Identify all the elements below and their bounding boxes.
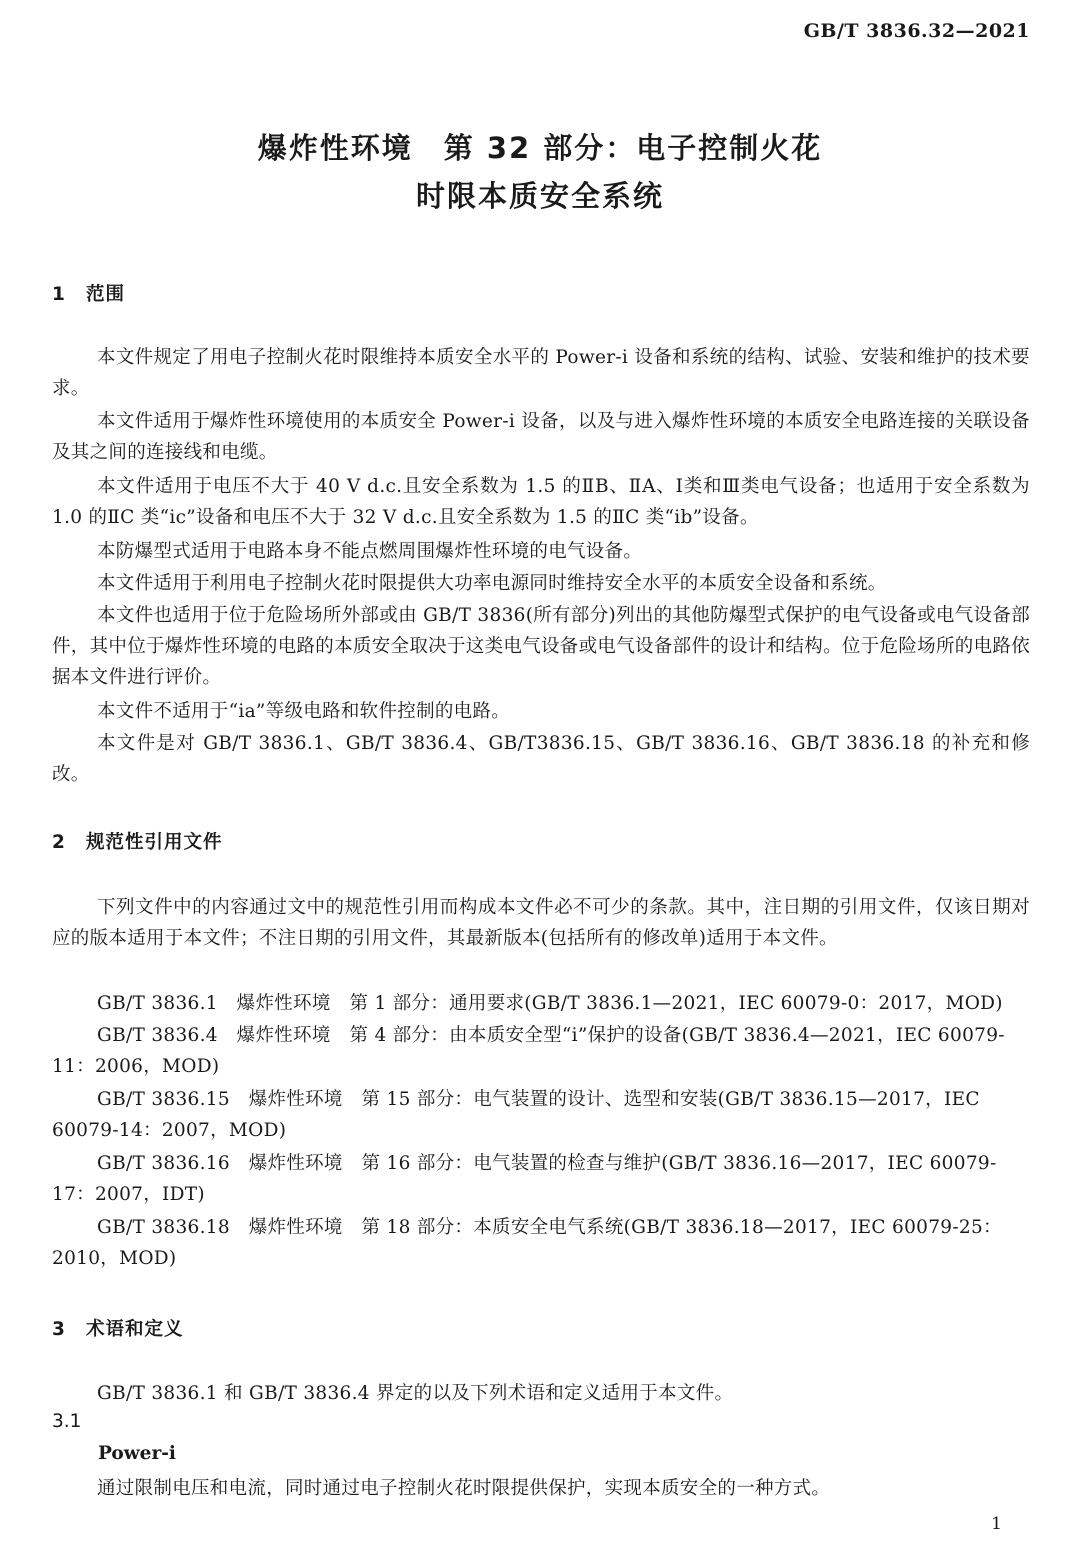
section-2-heading [52, 828, 223, 854]
section-number: 2 [52, 832, 66, 853]
section-3-heading [52, 1315, 184, 1341]
title-line-1: 爆炸性环境 第 32 部分：电子控制火花 [257, 131, 823, 165]
paragraph: GB/T 3836.1 和 GB/T 3836.4 界定的以及下列术语和定义适用于本文件。 [97, 1383, 734, 1404]
paragraph: 本文件也适用于位于危险场所外部或由 GB/T 3836(所有部分)列出的其他防爆型式保护的电气设备或电气设备部件，其中位于爆炸性环境的电路的本质安全取决于这类电气设备或电气设备部件的设计和结构。位于危险场所的电路依据本文件进行评价。 [52, 605, 1030, 688]
paragraph: 本文件规定了用电子控制火花时限维持本质安全水平的 Power-i 设备和系统的结构、试验、安装和维护的技术要求。 [52, 347, 1030, 399]
paragraph: 本文件适用于爆炸性环境使用的本质安全 Power-i 设备，以及与进入爆炸性环境的本质安全电路连接的关联设备及其之间的连接线和电缆。 [52, 411, 1030, 463]
standard-number: GB/T 3836.32—2021 [803, 20, 1030, 42]
section-number: 1 [52, 284, 66, 305]
document-title [0, 124, 1080, 220]
reference-item: GB/T 3836.16 爆炸性环境 第 16 部分：电气装置的检查与维护(GB/T 3836.16—2017，IEC 60079-17：2007，IDT) [52, 1153, 997, 1205]
section-title: 术语和定义 [86, 1319, 184, 1340]
section-title: 规范性引用文件 [86, 832, 223, 853]
paragraph: 本文件适用于利用电子控制火花时限提供大功率电源同时维持安全水平的本质安全设备和系统。 [97, 573, 887, 594]
section-1-heading [52, 280, 125, 306]
reference-item: GB/T 3836.4 爆炸性环境 第 4 部分：由本质安全型“i”保护的设备(GB/T 3836.4—2021，IEC 60079-11：2006，MOD) [52, 1025, 1005, 1077]
paragraph: 本文件适用于电压不大于 40 V d.c.且安全系数为 1.5 的ⅡB、ⅡA、Ⅰ类和Ⅲ类电气设备；也适用于安全系数为 1.0 的ⅡC 类“ic”设备和电压不大于 32 V d.c.且安全系数为 1.5 的ⅡC 类“ib”设备。 [52, 476, 1030, 528]
reference-item: GB/T 3836.1 爆炸性环境 第 1 部分：通用要求(GB/T 3836.1—2021，IEC 60079-0：2017，MOD) [97, 993, 1003, 1014]
paragraph: 本防爆型式适用于电路本身不能点燃周围爆炸性环境的电气设备。 [97, 541, 643, 562]
section-title: 范围 [86, 284, 126, 305]
page-number: 1 [991, 1514, 1002, 1534]
paragraph: 本文件是对 GB/T 3836.1、GB/T 3836.4、GB/T3836.15、GB/T 3836.16、GB/T 3836.18 的补充和修改。 [52, 733, 1030, 785]
term-definition: 通过限制电压和电流，同时通过电子控制火花时限提供保护，实现本质安全的一种方式。 [97, 1478, 831, 1499]
term-name: Power-i [98, 1443, 176, 1464]
paragraph: 本文件不适用于“ia”等级电路和软件控制的电路。 [97, 701, 511, 722]
title-line-2: 时限本质安全系统 [415, 179, 664, 213]
term-number: 3.1 [52, 1411, 82, 1432]
paragraph: 下列文件中的内容通过文中的规范性引用而构成本文件必不可少的条款。其中，注日期的引用文件，仅该日期对应的版本适用于本文件；不注日期的引用文件，其最新版本(包括所有的修改单)适用于本文件。 [52, 897, 1030, 949]
reference-item: GB/T 3836.15 爆炸性环境 第 15 部分：电气装置的设计、选型和安装(GB/T 3836.15—2017，IEC 60079-14：2007，MOD) [52, 1089, 980, 1141]
section-number: 3 [52, 1319, 66, 1340]
reference-item: GB/T 3836.18 爆炸性环境 第 18 部分：本质安全电气系统(GB/T 3836.18—2017，IEC 60079-25：2010，MOD) [52, 1217, 1002, 1269]
